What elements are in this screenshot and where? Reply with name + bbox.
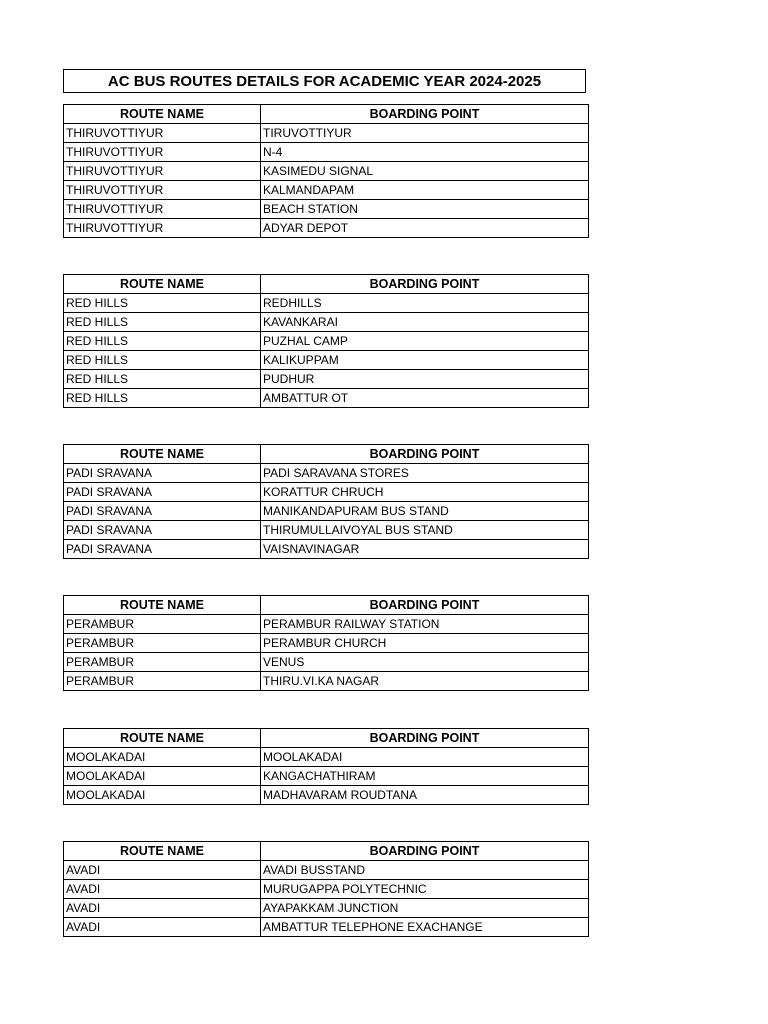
boarding-point-cell: VAISNAVINAGAR: [261, 540, 589, 559]
boarding-point-cell: PERAMBUR RAILWAY STATION: [261, 615, 589, 634]
boarding-point-cell: KORATTUR CHRUCH: [261, 483, 589, 502]
boarding-point-header: BOARDING POINT: [261, 275, 589, 294]
table-header-row: [64, 445, 589, 464]
boarding-point-cell: KASIMEDU SIGNAL: [261, 162, 589, 181]
table-row: [64, 313, 589, 332]
boarding-point-cell: AMBATTUR TELEPHONE EXACHANGE: [261, 918, 589, 937]
table-row: [64, 653, 589, 672]
route-name-cell: PADI SRAVANA: [64, 540, 261, 559]
route-name-cell: PADI SRAVANA: [64, 464, 261, 483]
route-name-header: ROUTE NAME: [64, 275, 261, 294]
boarding-point-cell: AVADI BUSSTAND: [261, 861, 589, 880]
table-row: [64, 672, 589, 691]
route-name-cell: RED HILLS: [64, 389, 261, 408]
boarding-point-header: BOARDING POINT: [261, 445, 589, 464]
route-name-cell: PERAMBUR: [64, 615, 261, 634]
table-header-row: [64, 842, 589, 861]
boarding-point-cell: AMBATTUR OT: [261, 389, 589, 408]
boarding-point-cell: PERAMBUR CHURCH: [261, 634, 589, 653]
table-row: [64, 200, 589, 219]
route-name-cell: AVADI: [64, 880, 261, 899]
route-name-cell: AVADI: [64, 899, 261, 918]
route-name-cell: THIRUVOTTIYUR: [64, 200, 261, 219]
route-name-header: ROUTE NAME: [64, 596, 261, 615]
route-table-thiruvottiyur: [63, 104, 589, 238]
table-row: [64, 351, 589, 370]
boarding-point-cell: AYAPAKKAM JUNCTION: [261, 899, 589, 918]
boarding-point-cell: THIRU.VI.KA NAGAR: [261, 672, 589, 691]
route-table-moolakadai: [63, 728, 589, 805]
table-row: [64, 634, 589, 653]
route-name-cell: MOOLAKADAI: [64, 767, 261, 786]
boarding-point-cell: THIRUMULLAIVOYAL BUS STAND: [261, 521, 589, 540]
table-row: [64, 786, 589, 805]
table-row: [64, 162, 589, 181]
table-row: [64, 332, 589, 351]
table-row: [64, 918, 589, 937]
boarding-point-cell: MOOLAKADAI: [261, 748, 589, 767]
route-name-cell: THIRUVOTTIYUR: [64, 124, 261, 143]
table-header-row: [64, 596, 589, 615]
table-row: [64, 502, 589, 521]
route-name-header: ROUTE NAME: [64, 105, 261, 124]
table-row: [64, 181, 589, 200]
table-row: [64, 294, 589, 313]
route-name-cell: THIRUVOTTIYUR: [64, 219, 261, 238]
route-table-padi-sravana: [63, 444, 589, 559]
boarding-point-cell: BEACH STATION: [261, 200, 589, 219]
boarding-point-cell: TIRUVOTTIYUR: [261, 124, 589, 143]
boarding-point-cell: ADYAR DEPOT: [261, 219, 589, 238]
route-name-header: ROUTE NAME: [64, 729, 261, 748]
route-name-header: ROUTE NAME: [64, 842, 261, 861]
table-row: [64, 370, 589, 389]
boarding-point-cell: PUDHUR: [261, 370, 589, 389]
table-row: [64, 464, 589, 483]
route-table-avadi: [63, 841, 589, 937]
table-header-row: [64, 729, 589, 748]
boarding-point-cell: MANIKANDAPURAM BUS STAND: [261, 502, 589, 521]
route-name-cell: THIRUVOTTIYUR: [64, 143, 261, 162]
table-row: [64, 483, 589, 502]
route-name-cell: MOOLAKADAI: [64, 748, 261, 767]
route-name-cell: THIRUVOTTIYUR: [64, 181, 261, 200]
table-row: [64, 748, 589, 767]
route-name-cell: AVADI: [64, 918, 261, 937]
route-name-cell: MOOLAKADAI: [64, 786, 261, 805]
page-title: AC BUS ROUTES DETAILS FOR ACADEMIC YEAR 2024-2025: [63, 69, 586, 93]
boarding-point-cell: PUZHAL CAMP: [261, 332, 589, 351]
route-name-cell: PADI SRAVANA: [64, 502, 261, 521]
boarding-point-header: BOARDING POINT: [261, 729, 589, 748]
table-row: [64, 143, 589, 162]
table-row: [64, 767, 589, 786]
boarding-point-cell: MURUGAPPA POLYTECHNIC: [261, 880, 589, 899]
route-name-cell: RED HILLS: [64, 370, 261, 389]
table-header-row: [64, 275, 589, 294]
route-name-cell: PADI SRAVANA: [64, 483, 261, 502]
boarding-point-cell: KANGACHATHIRAM: [261, 767, 589, 786]
boarding-point-cell: KALIKUPPAM: [261, 351, 589, 370]
boarding-point-header: BOARDING POINT: [261, 105, 589, 124]
route-table-red-hills: [63, 274, 589, 408]
boarding-point-cell: VENUS: [261, 653, 589, 672]
route-name-cell: RED HILLS: [64, 332, 261, 351]
boarding-point-header: BOARDING POINT: [261, 842, 589, 861]
table-row: [64, 615, 589, 634]
route-name-cell: RED HILLS: [64, 351, 261, 370]
route-table-perambur: [63, 595, 589, 691]
route-name-cell: AVADI: [64, 861, 261, 880]
route-name-cell: PERAMBUR: [64, 634, 261, 653]
table-row: [64, 880, 589, 899]
table-row: [64, 899, 589, 918]
route-name-header: ROUTE NAME: [64, 445, 261, 464]
table-row: [64, 861, 589, 880]
table-header-row: [64, 105, 589, 124]
route-name-cell: PADI SRAVANA: [64, 521, 261, 540]
table-row: [64, 540, 589, 559]
table-row: [64, 219, 589, 238]
table-row: [64, 124, 589, 143]
boarding-point-cell: PADI SARAVANA STORES: [261, 464, 589, 483]
boarding-point-cell: REDHILLS: [261, 294, 589, 313]
route-name-cell: RED HILLS: [64, 313, 261, 332]
route-name-cell: THIRUVOTTIYUR: [64, 162, 261, 181]
table-row: [64, 521, 589, 540]
route-name-cell: RED HILLS: [64, 294, 261, 313]
boarding-point-cell: MADHAVARAM ROUDTANA: [261, 786, 589, 805]
boarding-point-cell: KAVANKARAI: [261, 313, 589, 332]
boarding-point-header: BOARDING POINT: [261, 596, 589, 615]
route-name-cell: PERAMBUR: [64, 672, 261, 691]
route-name-cell: PERAMBUR: [64, 653, 261, 672]
boarding-point-cell: KALMANDAPAM: [261, 181, 589, 200]
table-row: [64, 389, 589, 408]
boarding-point-cell: N-4: [261, 143, 589, 162]
